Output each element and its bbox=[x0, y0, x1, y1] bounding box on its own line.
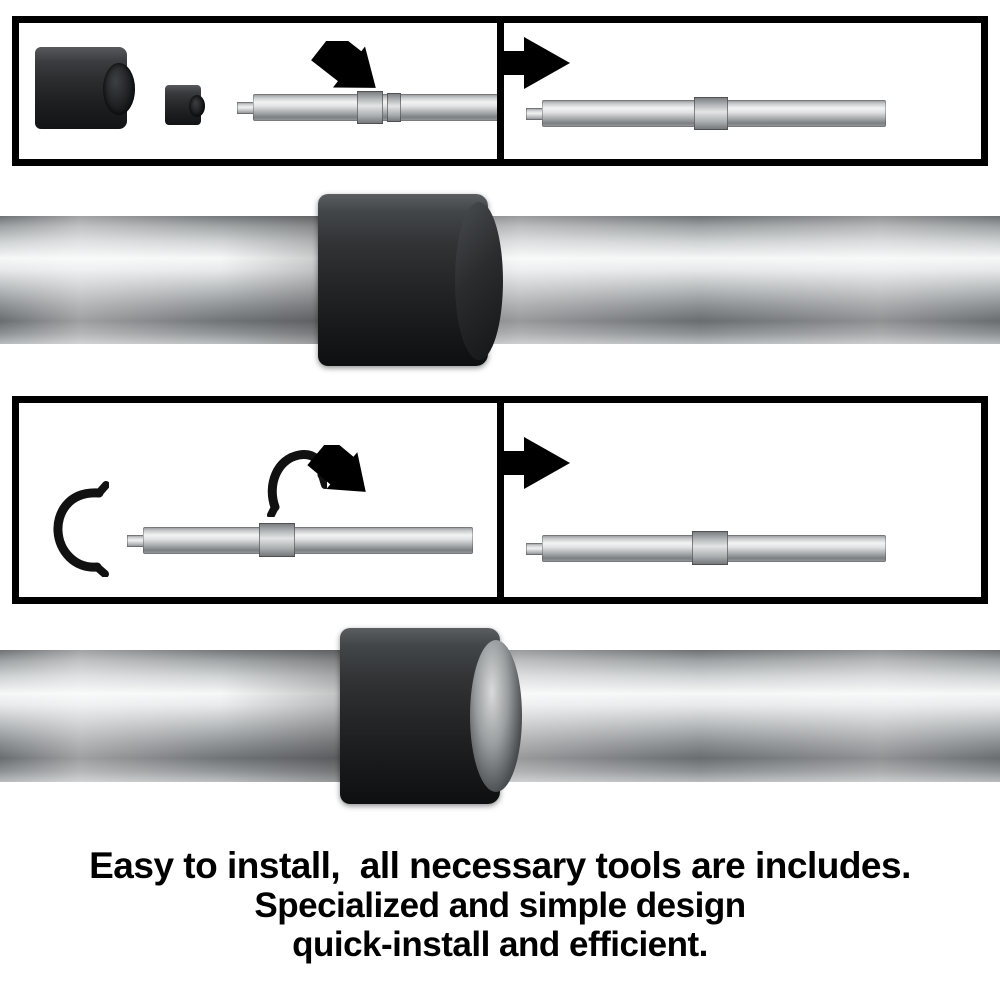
panel-step-2-left-scene bbox=[19, 403, 497, 597]
shaft-tip bbox=[526, 108, 544, 120]
panel-step-1-right-scene bbox=[504, 23, 982, 159]
installed-collar bbox=[692, 531, 728, 565]
push-arrow-diagonal bbox=[311, 41, 387, 99]
rubber-bushing-bore bbox=[103, 63, 135, 115]
push-arrow-diagonal bbox=[307, 445, 377, 501]
panel-step-2-divider bbox=[497, 403, 504, 597]
rubber-bushing-open-bore bbox=[470, 640, 522, 792]
installed-collar bbox=[694, 97, 728, 130]
caption-line-1: Easy to install, all necessary tools are includes. bbox=[89, 845, 911, 886]
hero-bushing-on-rod-closeup bbox=[0, 186, 1000, 376]
result-arrow-right bbox=[504, 37, 572, 89]
caption-line-2: Specialized and simple design bbox=[254, 886, 746, 925]
steel-shaft bbox=[143, 527, 473, 554]
caption-block bbox=[0, 840, 1000, 1006]
result-arrow-right bbox=[504, 437, 572, 489]
panel-step-1-left-scene bbox=[19, 23, 497, 159]
shaft-step-collar-2 bbox=[387, 93, 401, 122]
panel-step-1-divider bbox=[497, 23, 504, 159]
snap-ring-clip bbox=[49, 481, 109, 577]
caption-line-3: quick-install and efficient. bbox=[292, 925, 708, 964]
panel-step-2-right-scene bbox=[504, 403, 982, 597]
shaft-tip bbox=[526, 543, 544, 555]
hero-bushing-with-bore-closeup bbox=[0, 616, 1000, 826]
spacer-sleeve-bore bbox=[189, 95, 205, 117]
panel-step-2 bbox=[12, 396, 988, 604]
installed-collar bbox=[259, 523, 295, 557]
rubber-bushing-face bbox=[455, 202, 503, 360]
panel-step-1 bbox=[12, 16, 988, 166]
